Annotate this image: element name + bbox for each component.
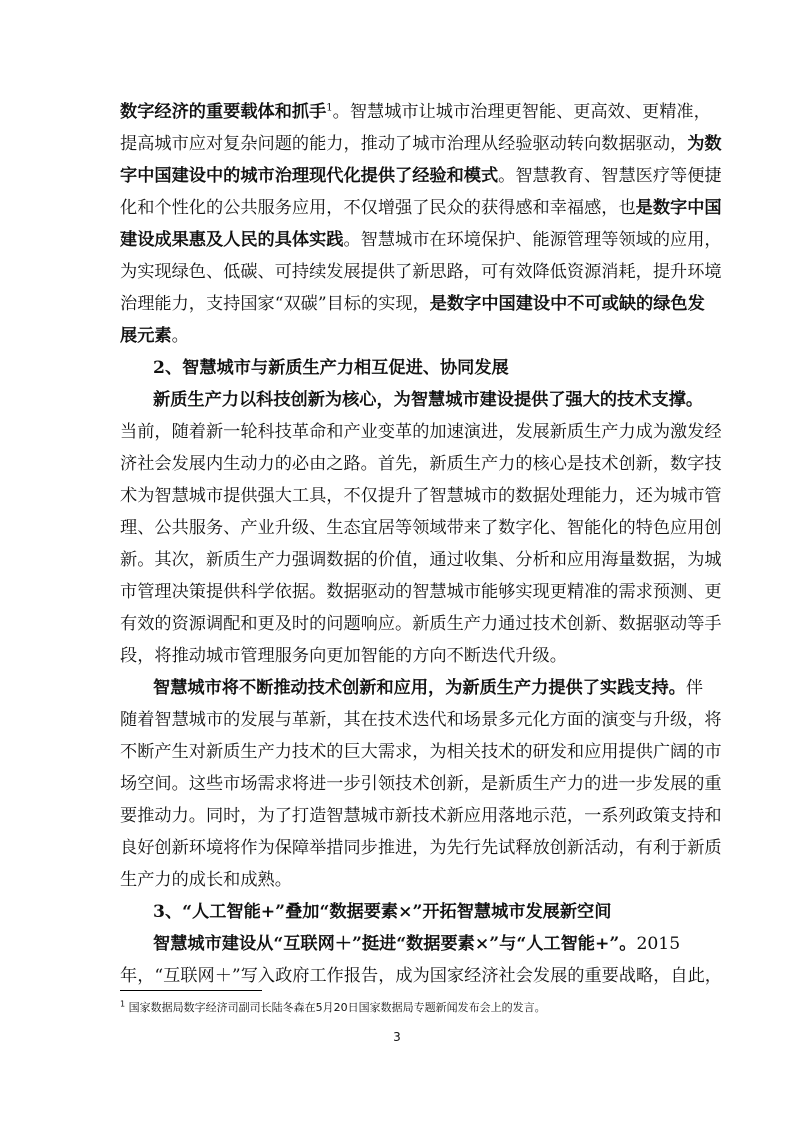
body-text: 提高城市应对复杂问题的能力，推动了城市治理从经验驱动转向数据驱动，	[120, 134, 688, 154]
bold-text: 建设成果惠及人民的具体实践	[120, 230, 344, 250]
bold-text: 是数字中国建设中不可或缺的绿色发	[429, 294, 705, 314]
body-line	[120, 484, 722, 508]
body-text: 伴	[685, 678, 704, 698]
footnote	[120, 1000, 546, 1016]
bold-text: 展元素	[120, 326, 172, 346]
bold-text: 为数	[687, 134, 722, 154]
body-line	[120, 164, 722, 188]
body-line	[120, 644, 673, 668]
body-line	[120, 516, 722, 540]
body-text: 治理能力，支持国家“双碳”目标的实现，	[120, 294, 430, 314]
body-line	[120, 324, 673, 348]
bold-text: 数字经济的重要载体和抓手	[120, 102, 327, 122]
body-text: 术为智慧城市提供强大工具，不仅提升了智慧城市的数据处理能力，还为城市管	[120, 486, 722, 506]
body-text: 良好创新环境将作为保障举措同步推进，为先行先试释放创新活动，有利于新质	[120, 838, 722, 858]
body-text: 不断产生对新质生产力技术的巨大需求，为相关技术的研发和应用提供广阔的市	[120, 742, 722, 762]
body-line	[120, 228, 722, 252]
body-text: 当前，随着新一轮科技革命和产业变革的加速演进，发展新质生产力成为激发经	[120, 422, 722, 442]
body-text: 段，将推动城市管理服务向更加智能的方向不断迭代升级。	[120, 646, 567, 666]
body-line	[153, 932, 681, 956]
body-line	[120, 292, 705, 316]
section-heading: 3、“人工智能+”叠加“数据要素×”开拓智慧城市发展新空间	[153, 902, 612, 922]
body-line	[120, 772, 722, 796]
body-line	[120, 420, 722, 444]
body-line	[120, 100, 711, 124]
bold-text: 智慧城市建设从“互联网＋”挺进“数据要素×”与“人工智能+”。	[153, 934, 637, 954]
body-line	[120, 452, 722, 476]
page-number: 3	[393, 1030, 401, 1044]
body-text: 。	[171, 326, 189, 346]
body-text: 场空间。这些市场需求将进一步引领技术创新，是新质生产力的进一步发展的重	[120, 774, 722, 794]
body-text: 年，“互联网＋”写入政府工作报告，成为国家经济社会发展的重要战略，自此，	[120, 966, 722, 986]
body-line	[120, 132, 722, 156]
body-text: 化和个性化的公共服务应用，不仅增强了民众的获得感和幸福感，也	[120, 198, 636, 218]
body-text: 随着智慧城市的发展与革新，其在技术迭代和场景多元化方面的演变与升级，将	[120, 710, 722, 730]
body-line	[120, 804, 722, 828]
body-line	[120, 196, 722, 220]
body-line	[120, 548, 722, 572]
body-text: 为实现绿色、低碳、可持续发展提供了新思路，可有效降低资源消耗，提升环境	[120, 262, 722, 282]
body-text: 。智慧教育、智慧医疗等便捷	[498, 166, 722, 186]
body-line	[120, 260, 722, 284]
body-text: 2015	[636, 934, 681, 954]
body-text: 有效的资源调配和更及时的问题响应。新质生产力通过技术创新、数据驱动等手	[120, 614, 722, 634]
body-line	[153, 676, 704, 700]
body-text: 市管理决策提供科学依据。数据驱动的智慧城市能够实现更精准的需求预测、更	[120, 582, 722, 602]
bold-text: 智慧城市将不断推动技术创新和应用，为新质生产力提供了实践支持。	[153, 678, 686, 698]
body-text: 济社会发展内生动力的必由之路。首先，新质生产力的核心是技术创新，数字技	[120, 454, 722, 474]
body-line	[153, 388, 704, 412]
body-line	[120, 964, 722, 988]
footnote-text: 国家数据局数字经济司副司长陆冬森在5月20日国家数据局专题新闻发布会上的发言。	[128, 1001, 546, 1014]
body-line	[120, 836, 722, 860]
body-line	[120, 740, 722, 764]
body-line	[120, 708, 722, 732]
bold-text: 字中国建设中的城市治理现代化提供了经验和模式	[120, 166, 499, 186]
body-line	[120, 612, 722, 636]
body-line	[120, 580, 722, 604]
body-text: 生产力的成长和成熟。	[120, 870, 292, 890]
body-text: 。智慧城市在环境保护、能源管理等领域的应用，	[343, 230, 722, 250]
bold-text: 新质生产力以科技创新为核心，为智慧城市建设提供了强大的技术支撑。	[153, 390, 704, 410]
body-text: 要推动力。同时，为了打造智慧城市新技术新应用落地示范，一系列政策支持和	[120, 806, 722, 826]
body-text: 理、公共服务、产业升级、生态宜居等领域带来了数字化、智能化的特色应用创	[120, 518, 722, 538]
body-text: 。智慧城市让城市治理更智能、更高效、更精准，	[332, 102, 711, 122]
footnote-reference[interactable]: 1	[326, 102, 333, 114]
body-text: 新。其次，新质生产力强调数据的价值，通过收集、分析和应用海量数据，为城	[120, 550, 722, 570]
section-heading: 2、智慧城市与新质生产力相互促进、协同发展	[153, 358, 509, 378]
footnote-marker: 1	[120, 999, 126, 1009]
bold-text: 是数字中国	[635, 198, 722, 218]
footnote-divider	[120, 990, 262, 991]
body-line	[120, 868, 673, 892]
